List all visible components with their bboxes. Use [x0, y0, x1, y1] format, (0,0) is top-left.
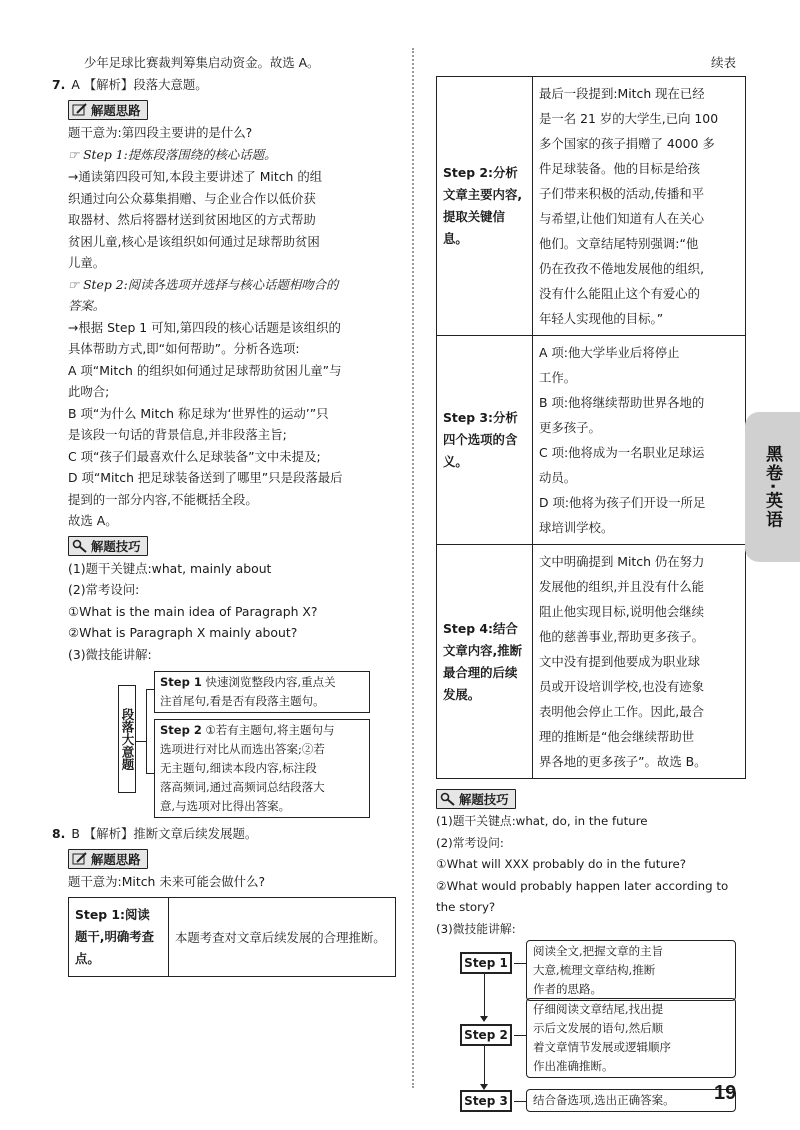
q7-step2-title: ☞ Step 2:阅读各选项并选择与核心话题相吻合的 答案。 — [68, 276, 339, 313]
table-row — [437, 77, 746, 336]
mindmap-step1-box: Step 1 快速浏览整段内容,重点关 注首尾句,看是否有段落主题句。 — [154, 671, 370, 713]
q7-number: 7. — [52, 77, 66, 92]
connector — [136, 741, 146, 742]
mindmap-topic: 段落大意题 — [118, 685, 136, 793]
q8-flowchart — [436, 944, 746, 1120]
pointing-hand-icon: ☞ — [68, 147, 80, 162]
connector — [146, 689, 154, 690]
pencil-note-icon — [72, 103, 88, 117]
desc-cell: 文中明确提到 Mitch 仍在努力 发展他的组织,并且没有什么能 阻止他实现目标,说明他会继续 他的慈善事业,帮助更多孩子。 文中没有提到他要成为职业球 员或开设培训学校,也没有迹象 表明他会停止工作。因此,最合 理的推断是“他会继续帮助世 界各地的更多孩子”。故选 B。 — [533, 545, 746, 779]
q8-skill-body: (1)题干关键点:what, do, in the future (2)常考设问: ①What will XXX probably do in the future? ②What would probably happen later according to the story? (3)微技能讲解: — [436, 814, 729, 936]
q8-thinking-label: 解题思路 — [68, 849, 148, 869]
continued-label: 续表 — [710, 55, 736, 70]
flow-step1-box: 阅读全文,把握文章的主旨 大意,梳理文章结构,推断 作者的思路。 — [526, 940, 736, 1001]
connector — [484, 1046, 485, 1086]
q8-stem: 题干意为:Mitch 未来可能会做什么? — [68, 874, 266, 889]
column-divider — [412, 48, 414, 1088]
q7-thinking-label: 解题思路 — [68, 100, 148, 120]
desc-cell: 本题考查对文章后续发展的合理推断。 — [169, 898, 396, 977]
step-cell: Step 2:分析文章主要内容,提取关键信息。 — [437, 77, 533, 336]
q7-step1-body: →通读第四段可知,本段主要讲述了 Mitch 的组 织通过向公众募集捐赠、与企业合作以低价获 取器材、然后将器材送到贫困地区的方式帮助 贫困儿童,核心是该组织如何通过足球帮助贫困 儿童。 — [68, 169, 323, 270]
step-cell: Step 1:阅读题干,明确考查点。 — [69, 898, 169, 977]
desc-cell: A 项:他大学毕业后将停止 工作。 B 项:他将继续帮助世界各地的 更多孩子。 C 项:他将成为一名职业足球运 动员。 D 项:他将为孩子们开设一所足 球培训学校。 — [533, 336, 746, 545]
arrow-down-icon — [480, 1016, 488, 1022]
q7-step1-title: ☞ Step 1:提炼段落围绕的核心话题。 — [68, 147, 277, 162]
pointing-hand-icon: ☞ — [68, 276, 80, 292]
flow-step3: Step 3 — [460, 1090, 512, 1112]
connector — [146, 689, 147, 773]
q7-step2-body: →根据 Step 1 可知,第四段的核心话题是该组织的 具体帮助方式,即“如何帮助”。分析各选项: A 项“Mitch 的组织如何通过足球帮助贫困儿童”与 此吻合; B 项“为什么 Mitch 称足球为‘世界性的运动’”只 是该段一句话的背景信息,并非段落主旨; C 项“孩子们最喜欢什么足球装备”文中未提及; D 项“Mitch 把足球装备送到了哪里”只是段落最后 提到的一部分内容,不能概括全段。 故选 A。 — [68, 319, 343, 528]
connector — [146, 773, 154, 774]
flow-step3-box: 结合备选项,选出正确答案。 — [526, 1089, 736, 1112]
connector — [484, 974, 485, 1018]
mindmap-step2-box: Step 2 ①若有主题句,将主题句与 选项进行对比从而选出答案;②若 无主题句,细读本段内容,标注段 落高频词,通过高频词总结段落大 意,与选项对比得出答案。 — [154, 719, 370, 818]
connector — [514, 963, 526, 964]
connector — [514, 1035, 526, 1036]
q8-step-table-continued — [436, 76, 746, 779]
right-column — [436, 52, 746, 1120]
q8-answer-line: 8. B 【解析】推断文章后续发展题。 — [52, 826, 258, 841]
flow-step2-box: 仔细阅读文章结尾,找出提 示后文发展的语句,然后顺 着文章情节发展或逻辑顺序 作出准确推断。 — [526, 998, 736, 1078]
q7-stem: 题干意为:第四段主要讲的是什么? — [68, 125, 253, 140]
step-cell: Step 3:分析四个选项的含义。 — [437, 336, 533, 545]
page-number: 19 — [714, 1082, 737, 1104]
wrench-icon — [440, 792, 456, 806]
table-row — [437, 545, 746, 779]
left-column — [52, 52, 396, 977]
connector — [514, 1101, 526, 1102]
section-side-tab: 黑卷·英语 — [745, 412, 800, 562]
flow-step1: Step 1 — [460, 952, 512, 974]
step-cell: Step 4:结合文章内容,推断最合理的后续发展。 — [437, 545, 533, 779]
q7-skill-label: 解题技巧 — [68, 536, 148, 556]
flow-step2: Step 2 — [460, 1024, 512, 1046]
q7-skill-body: (1)题干关键点:what, mainly about (2)常考设问: ①What is the main idea of Paragraph X? ②What is Paragraph X mainly about? (3)微技能讲解: — [68, 560, 318, 662]
wrench-icon — [72, 539, 88, 553]
desc-cell: 最后一段提到:Mitch 现在已经 是一名 21 岁的大学生,已向 100 多个国家的孩子捐赠了 4000 多 件足球装备。他的目标是给孩 子们带来积极的活动,传播和平 与希望,让他们知道有人在关心 他们。文章结尾特别强调:“他 仍在孜孜不倦地发展他的组织, 没有什么能阻止这个有爱心的 年轻人实现他的目标。” — [533, 77, 746, 336]
q7-mindmap — [68, 671, 396, 819]
q8-skill-label: 解题技巧 — [436, 789, 516, 809]
previous-answer-tail: 少年足球比赛裁判筹集启动资金。故选 A。 — [84, 55, 320, 70]
pencil-note-icon — [72, 852, 88, 866]
q7-answer-line: 7. A 【解析】段落大意题。 — [52, 77, 208, 92]
table-row — [437, 336, 746, 545]
q8-step-table — [68, 897, 396, 977]
table-row — [69, 898, 396, 977]
q8-number: 8. — [52, 826, 66, 841]
